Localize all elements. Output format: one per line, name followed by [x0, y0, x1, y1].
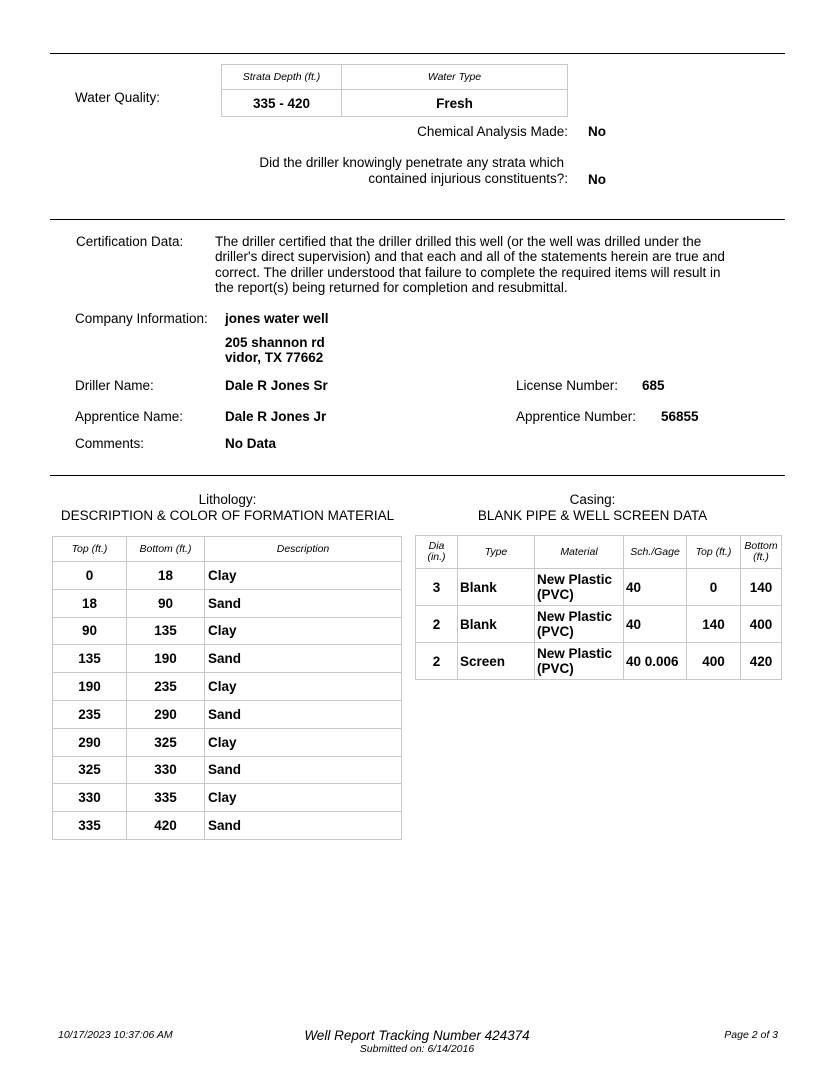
- lith-top-cell: 235: [53, 700, 127, 728]
- lith-bottom-cell: 135: [127, 617, 205, 645]
- injurious-question-line2: contained injurious constituents?:: [368, 171, 568, 186]
- wq-header-depth: Strata Depth (ft.): [222, 65, 342, 90]
- lithology-table: [52, 536, 402, 840]
- footer-center: [0, 1028, 834, 1055]
- lithology-subtitle: DESCRIPTION & COLOR OF FORMATION MATERIAL: [60, 507, 395, 523]
- apprentice-name: Dale R Jones Jr: [225, 409, 327, 424]
- table-row: [53, 728, 402, 756]
- footer-timestamp: 10/17/2023 10:37:06 AM: [58, 1029, 173, 1041]
- casing-type-cell: Screen: [458, 643, 535, 680]
- casing-dia-cell: 2: [416, 643, 458, 680]
- lith-header-bottom: Bottom (ft.): [127, 537, 205, 562]
- wq-type-cell: Fresh: [342, 90, 568, 117]
- certification-text: The driller certified that the driller drilled this well (or the well was drilled under the driller's direct supervision) and that each and all of the statements herein are true and correct. The driller understood that failure to complete the required items will result in the report(s) being returned for completion and resubmittal.: [215, 234, 725, 295]
- divider-certification: [50, 475, 785, 476]
- casing-material-cell: New Plastic (PVC): [535, 643, 624, 680]
- injurious-value: No: [588, 172, 606, 187]
- table-row: [416, 569, 782, 606]
- casing-header-type: Type: [458, 536, 535, 569]
- casing-sch-gage-cell: 40: [624, 606, 687, 643]
- company-label: Company Information:: [75, 311, 208, 326]
- lith-header-description: Description: [205, 537, 402, 562]
- table-row: [53, 700, 402, 728]
- company-address-line2: vidor, TX 77662: [225, 350, 324, 365]
- water-quality-label: Water Quality:: [75, 90, 161, 105]
- injurious-question-line1: Did the driller knowingly penetrate any strata which: [259, 155, 564, 170]
- casing-top-cell: 140: [687, 606, 741, 643]
- lith-description-cell: Clay: [205, 728, 402, 756]
- lith-top-cell: 190: [53, 673, 127, 701]
- comments-label: Comments:: [75, 436, 145, 451]
- footer-tracking-number: Well Report Tracking Number 424374: [304, 1028, 530, 1043]
- footer-page-number: Page 2 of 3: [724, 1029, 778, 1041]
- lith-description-cell: Sand: [205, 589, 402, 617]
- lith-bottom-cell: 420: [127, 812, 205, 840]
- casing-type-cell: Blank: [458, 606, 535, 643]
- lith-top-cell: 330: [53, 784, 127, 812]
- company-name: jones water well: [225, 311, 329, 326]
- casing-material-cell: New Plastic (PVC): [535, 569, 624, 606]
- lithology-heading: [40, 492, 415, 523]
- lith-description-cell: Clay: [205, 617, 402, 645]
- license-number: 685: [642, 378, 665, 393]
- lith-bottom-cell: 290: [127, 700, 205, 728]
- license-number-label: License Number:: [516, 378, 619, 393]
- certification-label: Certification Data:: [76, 234, 184, 249]
- lith-bottom-cell: 90: [127, 589, 205, 617]
- lith-top-cell: 290: [53, 728, 127, 756]
- table-row: [53, 589, 402, 617]
- casing-top-cell: 0: [687, 569, 741, 606]
- lith-top-cell: 90: [53, 617, 127, 645]
- casing-header-dia: Dia (in.): [416, 536, 458, 569]
- casing-type-cell: Blank: [458, 569, 535, 606]
- casing-bottom-cell: 400: [741, 606, 782, 643]
- lith-bottom-cell: 330: [127, 756, 205, 784]
- casing-dia-cell: 2: [416, 606, 458, 643]
- lith-description-cell: Clay: [205, 784, 402, 812]
- lith-bottom-cell: 235: [127, 673, 205, 701]
- table-row: [53, 756, 402, 784]
- lith-top-cell: 335: [53, 812, 127, 840]
- casing-header-top: Top (ft.): [687, 536, 741, 569]
- apprentice-number: 56855: [661, 409, 699, 424]
- table-row: [416, 643, 782, 680]
- lith-description-cell: Sand: [205, 700, 402, 728]
- wq-header-type: Water Type: [342, 65, 568, 90]
- company-address-line1: 205 shannon rd: [225, 335, 325, 350]
- lith-header-top: Top (ft.): [53, 537, 127, 562]
- table-row: [53, 645, 402, 673]
- casing-dia-cell: 3: [416, 569, 458, 606]
- casing-heading: [415, 492, 770, 523]
- lith-bottom-cell: 335: [127, 784, 205, 812]
- table-row: [222, 90, 568, 117]
- driller-name-label: Driller Name:: [75, 378, 154, 393]
- lith-bottom-cell: 18: [127, 562, 205, 590]
- lith-top-cell: 0: [53, 562, 127, 590]
- casing-header-material: Material: [535, 536, 624, 569]
- lith-description-cell: Sand: [205, 812, 402, 840]
- casing-header-bottom: Bottom (ft.): [741, 536, 782, 569]
- table-row: [53, 784, 402, 812]
- casing-material-cell: New Plastic (PVC): [535, 606, 624, 643]
- table-row: [53, 562, 402, 590]
- casing-top-cell: 400: [687, 643, 741, 680]
- divider-top: [50, 53, 785, 54]
- casing-sch-gage-cell: 40 0.006: [624, 643, 687, 680]
- casing-header-sch-gage: Sch./Gage: [624, 536, 687, 569]
- water-quality-table: [221, 64, 568, 117]
- apprentice-name-label: Apprentice Name:: [75, 409, 184, 424]
- lith-description-cell: Clay: [205, 562, 402, 590]
- lith-bottom-cell: 325: [127, 728, 205, 756]
- lithology-title: Lithology:: [198, 492, 257, 507]
- lith-top-cell: 325: [53, 756, 127, 784]
- divider-water-quality: [50, 219, 785, 220]
- lith-top-cell: 135: [53, 645, 127, 673]
- table-row: [53, 812, 402, 840]
- driller-name: Dale R Jones Sr: [225, 378, 328, 393]
- comments-value: No Data: [225, 436, 277, 451]
- casing-title: Casing:: [569, 492, 616, 507]
- lith-description-cell: Sand: [205, 756, 402, 784]
- casing-bottom-cell: 420: [741, 643, 782, 680]
- lith-description-cell: Sand: [205, 645, 402, 673]
- apprentice-number-label: Apprentice Number:: [516, 409, 637, 424]
- lith-bottom-cell: 190: [127, 645, 205, 673]
- wq-depth-cell: 335 - 420: [222, 90, 342, 117]
- table-row: [53, 617, 402, 645]
- casing-table: [415, 535, 782, 680]
- lith-top-cell: 18: [53, 589, 127, 617]
- lith-description-cell: Clay: [205, 673, 402, 701]
- table-row: [416, 606, 782, 643]
- chemical-analysis-value: No: [588, 124, 606, 139]
- casing-bottom-cell: 140: [741, 569, 782, 606]
- casing-subtitle: BLANK PIPE & WELL SCREEN DATA: [477, 507, 708, 523]
- chemical-analysis-label: Chemical Analysis Made:: [417, 124, 568, 139]
- casing-sch-gage-cell: 40: [624, 569, 687, 606]
- table-row: [53, 673, 402, 701]
- footer-submitted-date: Submitted on: 6/14/2016: [359, 1043, 475, 1055]
